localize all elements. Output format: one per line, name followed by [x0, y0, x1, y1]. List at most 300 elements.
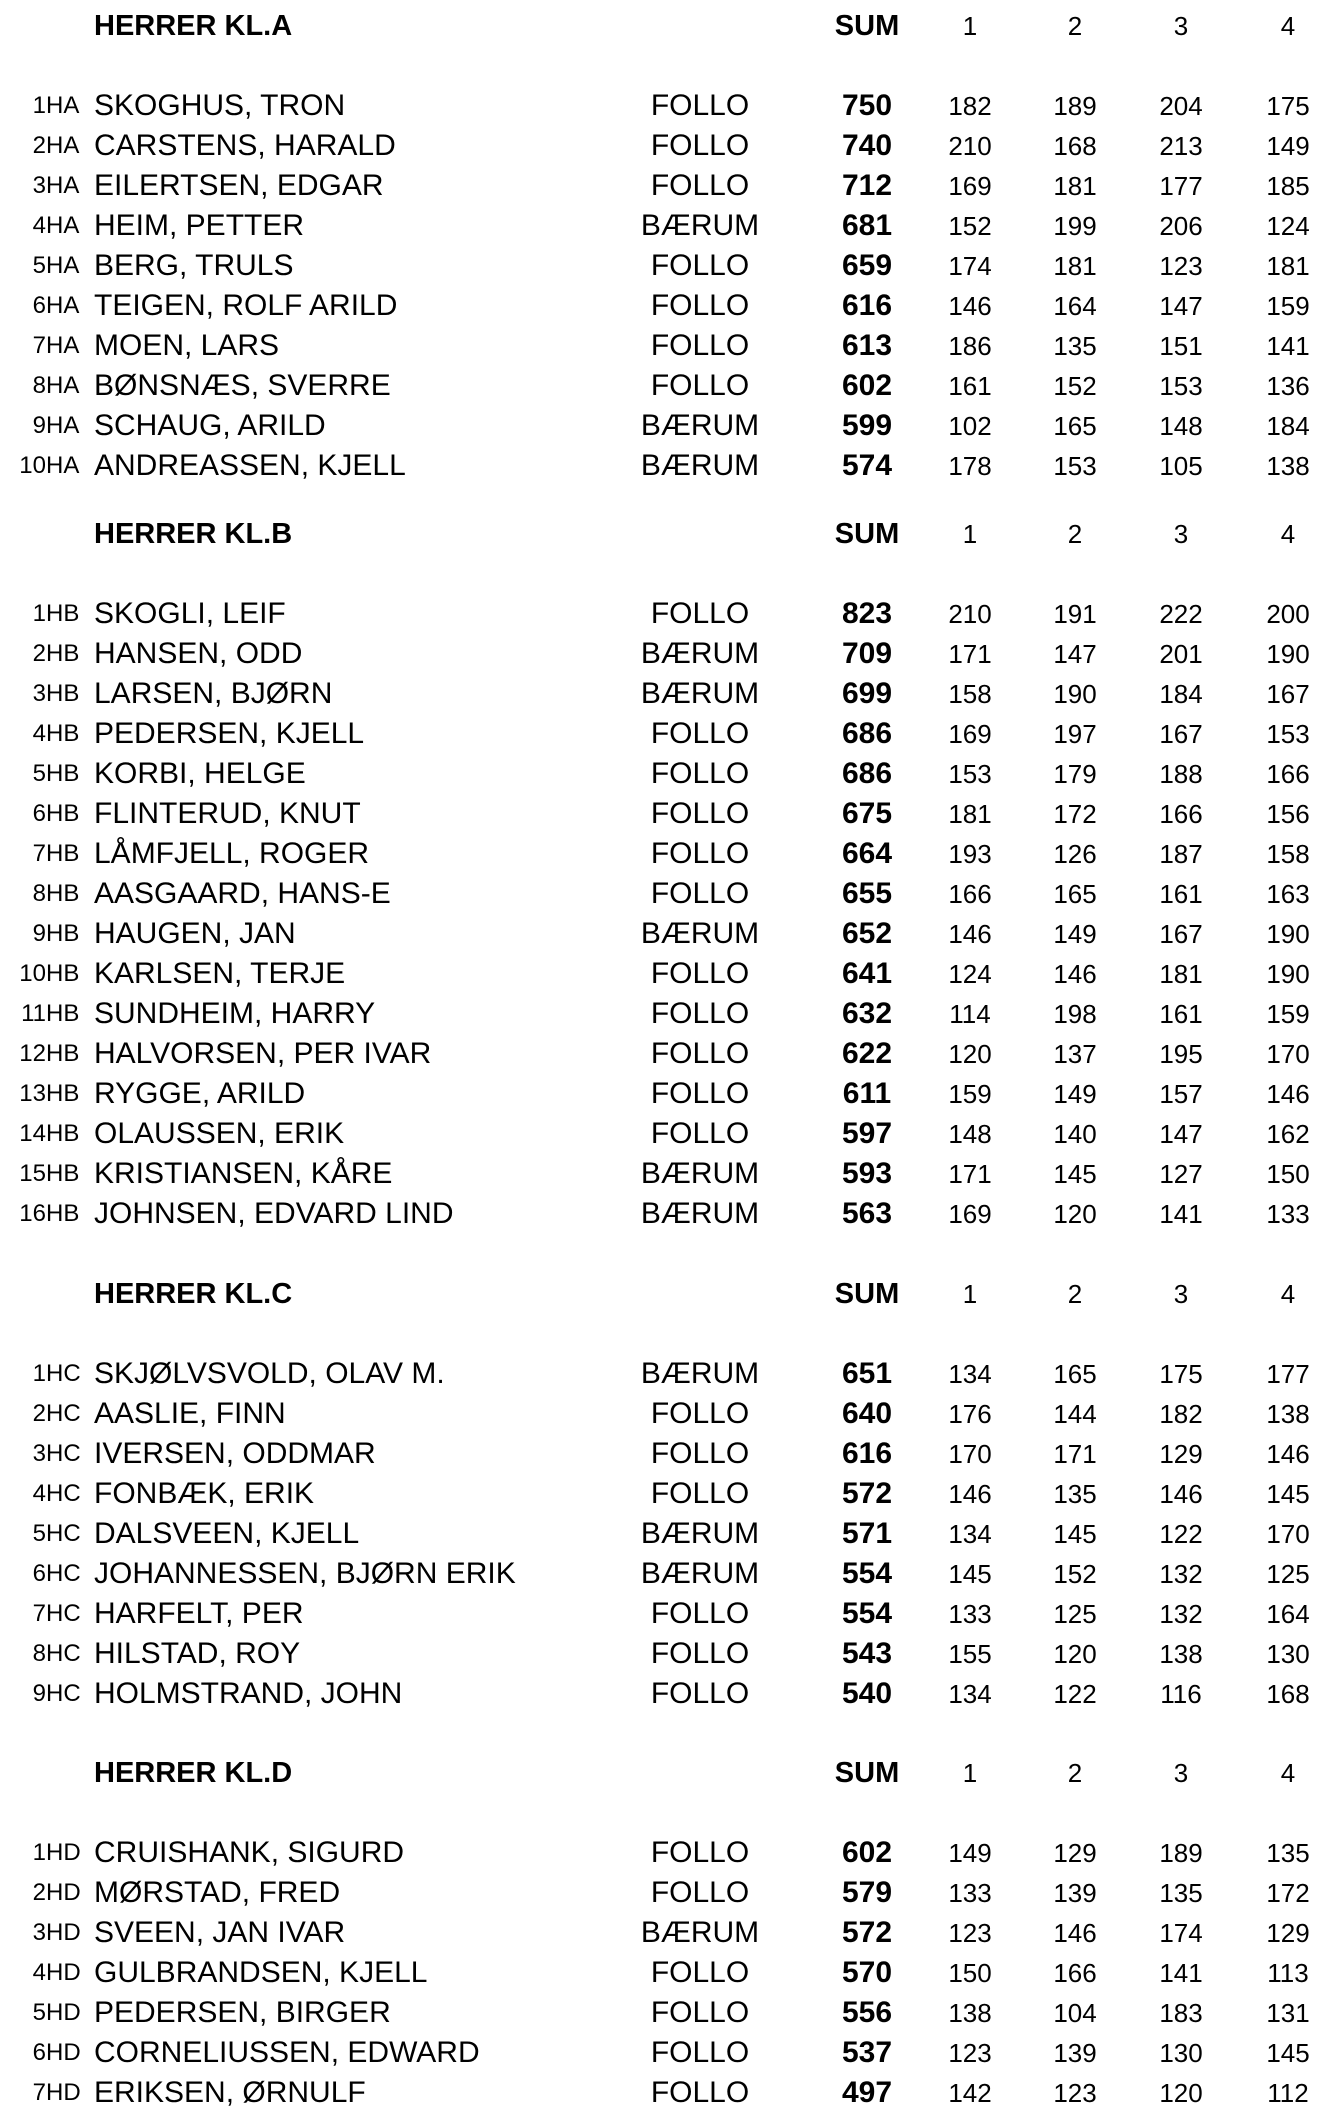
game-header-1: 1 [962, 519, 978, 549]
club-name: BÆRUM [640, 1157, 760, 1190]
result-row [0, 1394, 1322, 1434]
game-header-3: 3 [1173, 519, 1189, 549]
game-score-1: 153 [948, 759, 992, 789]
game-score-3: 153 [1159, 371, 1203, 401]
game-score-4: 158 [1266, 839, 1310, 869]
player-name: BØNSNÆS, SVERRE [94, 369, 391, 402]
game-score-4: 200 [1266, 599, 1310, 629]
game-score-4: 145 [1266, 1479, 1310, 1509]
game-score-4: 168 [1266, 1679, 1310, 1709]
player-name: JOHNSEN, EDVARD LIND [94, 1197, 454, 1230]
player-name: OLAUSSEN, ERIK [94, 1117, 345, 1150]
class-code: HB [46, 680, 80, 707]
total-score: 570 [841, 1956, 893, 1989]
player-name: KARLSEN, TERJE [94, 957, 346, 990]
rank: 10 [19, 960, 46, 987]
class-code: HD [46, 1839, 81, 1866]
club-name: BÆRUM [640, 449, 760, 482]
rank: 7 [32, 332, 46, 359]
total-score: 597 [841, 1117, 893, 1150]
result-row [0, 1953, 1322, 1993]
rank: 3 [32, 172, 46, 199]
player-name: MØRSTAD, FRED [94, 1876, 341, 1909]
rank: 12 [19, 1040, 46, 1067]
player-name: TEIGEN, ROLF ARILD [94, 289, 398, 322]
club-name: FOLLO [650, 129, 750, 162]
game-score-3: 167 [1159, 719, 1203, 749]
game-score-2: 171 [1053, 1439, 1097, 1469]
game-score-2: 168 [1053, 131, 1097, 161]
game-score-2: 172 [1053, 799, 1097, 829]
result-row [0, 126, 1322, 166]
section-header [0, 1753, 1322, 1793]
player-name: KORBI, HELGE [94, 757, 306, 790]
game-score-3: 130 [1159, 2038, 1203, 2068]
game-score-4: 175 [1266, 91, 1310, 121]
game-score-2: 181 [1053, 171, 1097, 201]
result-row [0, 246, 1322, 286]
game-score-4: 153 [1266, 719, 1310, 749]
club-name: FOLLO [650, 1836, 750, 1869]
game-score-4: 125 [1266, 1559, 1310, 1589]
game-score-2: 190 [1053, 679, 1097, 709]
rank: 6 [32, 292, 46, 319]
class-code: HC [46, 1440, 81, 1467]
game-score-2: 139 [1053, 1878, 1097, 1908]
total-score: 712 [841, 169, 893, 202]
class-code: HC [46, 1560, 81, 1587]
game-score-2: 146 [1053, 1918, 1097, 1948]
class-code: HD [46, 2079, 81, 2106]
total-score: 823 [841, 597, 893, 630]
result-row [0, 714, 1322, 754]
result-row [0, 326, 1322, 366]
rank: 5 [32, 252, 46, 279]
class-code: HB [46, 1000, 80, 1027]
club-name: BÆRUM [640, 1557, 760, 1590]
player-name: GULBRANDSEN, KJELL [94, 1956, 428, 1989]
total-score: 611 [842, 1077, 892, 1110]
player-name: HAUGEN, JAN [94, 917, 296, 950]
game-score-3: 148 [1159, 411, 1203, 441]
game-score-1: 182 [948, 91, 992, 121]
game-score-3: 195 [1159, 1039, 1203, 1069]
game-header-2: 2 [1067, 11, 1083, 41]
sum-header: SUM [834, 10, 900, 42]
game-score-2: 135 [1053, 331, 1097, 361]
game-score-4: 156 [1266, 799, 1310, 829]
game-header-3: 3 [1173, 1758, 1189, 1788]
game-score-1: 123 [948, 1918, 992, 1948]
game-score-2: 166 [1053, 1958, 1097, 1988]
game-score-4: 172 [1266, 1878, 1310, 1908]
player-name: CORNELIUSSEN, EDWARD [94, 2036, 480, 2069]
result-row [0, 1873, 1322, 1913]
total-score: 616 [841, 1437, 893, 1470]
result-row [0, 1634, 1322, 1674]
game-score-1: 158 [948, 679, 992, 709]
game-score-1: 145 [948, 1559, 992, 1589]
player-name: PEDERSEN, KJELL [94, 717, 365, 750]
result-row [0, 954, 1322, 994]
game-score-3: 189 [1159, 1838, 1203, 1868]
class-code: HC [46, 1640, 81, 1667]
club-name: FOLLO [650, 89, 750, 122]
game-score-2: 123 [1053, 2078, 1097, 2108]
game-score-1: 152 [948, 211, 992, 241]
rank: 6 [32, 2039, 46, 2066]
class-code: HA [46, 292, 80, 319]
player-name: HEIM, PETTER [94, 209, 305, 242]
game-score-1: 142 [948, 2078, 992, 2108]
game-score-3: 151 [1159, 331, 1203, 361]
game-score-1: 138 [948, 1998, 992, 2028]
rank: 2 [32, 640, 46, 667]
game-score-4: 138 [1266, 1399, 1310, 1429]
game-score-1: 133 [948, 1878, 992, 1908]
club-name: FOLLO [650, 837, 750, 870]
game-score-3: 206 [1159, 211, 1203, 241]
class-code: HB [46, 1120, 80, 1147]
club-name: FOLLO [650, 2036, 750, 2069]
total-score: 572 [841, 1477, 893, 1510]
game-score-2: 189 [1053, 91, 1097, 121]
class-code: HA [46, 452, 80, 479]
result-row [0, 1913, 1322, 1953]
game-score-4: 131 [1266, 1998, 1310, 2028]
game-score-2: 198 [1053, 999, 1097, 1029]
result-row [0, 366, 1322, 406]
game-score-2: 140 [1053, 1119, 1097, 1149]
result-row [0, 1594, 1322, 1634]
rank: 7 [32, 1600, 46, 1627]
game-score-2: 126 [1053, 839, 1097, 869]
player-name: SUNDHEIM, HARRY [94, 997, 376, 1030]
game-score-1: 134 [948, 1359, 992, 1389]
rank: 5 [32, 1520, 46, 1547]
rank: 1 [32, 92, 46, 119]
game-score-2: 165 [1053, 411, 1097, 441]
player-name: MOEN, LARS [94, 329, 280, 362]
total-score: 554 [841, 1557, 893, 1590]
club-name: FOLLO [650, 1597, 750, 1630]
club-name: BÆRUM [640, 1197, 760, 1230]
club-name: FOLLO [650, 717, 750, 750]
game-score-1: 169 [948, 1199, 992, 1229]
total-score: 750 [841, 89, 893, 122]
game-score-3: 132 [1159, 1559, 1203, 1589]
game-score-2: 120 [1053, 1639, 1097, 1669]
game-score-3: 116 [1160, 1679, 1202, 1709]
player-name: SCHAUG, ARILD [94, 409, 326, 442]
game-score-3: 183 [1159, 1998, 1203, 2028]
game-score-3: 127 [1159, 1159, 1203, 1189]
player-name: SVEEN, JAN IVAR [94, 1916, 346, 1949]
game-score-2: 137 [1053, 1039, 1097, 1069]
game-score-1: 178 [948, 451, 992, 481]
game-score-3: 174 [1159, 1918, 1203, 1948]
game-score-3: 187 [1159, 839, 1203, 869]
game-score-4: 133 [1266, 1199, 1310, 1229]
result-row [0, 674, 1322, 714]
game-score-3: 182 [1159, 1399, 1203, 1429]
total-score: 686 [841, 717, 893, 750]
result-row [0, 1434, 1322, 1474]
rank: 8 [32, 1640, 46, 1667]
game-score-1: 155 [948, 1639, 992, 1669]
game-score-2: 199 [1053, 211, 1097, 241]
player-name: AASGAARD, HANS-E [94, 877, 391, 910]
game-score-1: 134 [948, 1679, 992, 1709]
club-name: FOLLO [650, 1996, 750, 2029]
club-name: FOLLO [650, 1437, 750, 1470]
rank: 6 [32, 1560, 46, 1587]
player-name: FLINTERUD, KNUT [94, 797, 361, 830]
game-header-3: 3 [1173, 11, 1189, 41]
game-score-2: 145 [1053, 1519, 1097, 1549]
rank: 8 [32, 372, 46, 399]
player-name: IVERSEN, ODDMAR [94, 1437, 376, 1470]
game-score-1: 120 [948, 1039, 992, 1069]
game-score-1: 114 [949, 999, 991, 1029]
player-name: HARFELT, PER [94, 1597, 304, 1630]
result-row [0, 206, 1322, 246]
player-name: HILSTAD, ROY [94, 1637, 301, 1670]
class-code: HC [46, 1480, 81, 1507]
game-score-1: 134 [948, 1519, 992, 1549]
game-score-2: 165 [1053, 879, 1097, 909]
result-row [0, 1993, 1322, 2033]
rank: 10 [19, 452, 46, 479]
game-score-4: 167 [1266, 679, 1310, 709]
sum-header: SUM [834, 518, 900, 550]
game-score-4: 159 [1266, 999, 1310, 1029]
class-code: HD [46, 1919, 81, 1946]
club-name: FOLLO [650, 1637, 750, 1670]
game-score-4: 150 [1266, 1159, 1310, 1189]
rank: 2 [32, 132, 46, 159]
game-score-3: 123 [1159, 251, 1203, 281]
game-score-2: 122 [1053, 1679, 1097, 1709]
club-name: FOLLO [650, 1477, 750, 1510]
game-score-4: 146 [1266, 1439, 1310, 1469]
game-score-1: 149 [948, 1838, 992, 1868]
class-code: HC [46, 1600, 81, 1627]
club-name: FOLLO [650, 957, 750, 990]
total-score: 572 [841, 1916, 893, 1949]
game-score-3: 129 [1159, 1439, 1203, 1469]
game-score-2: 149 [1053, 1079, 1097, 1109]
game-header-2: 2 [1067, 519, 1083, 549]
game-score-2: 104 [1053, 1998, 1097, 2028]
result-row [0, 1474, 1322, 1514]
game-score-2: 135 [1053, 1479, 1097, 1509]
game-score-1: 210 [948, 599, 992, 629]
rank: 9 [32, 920, 46, 947]
class-code: HC [46, 1520, 81, 1547]
rank: 1 [32, 1360, 46, 1387]
game-score-3: 161 [1159, 879, 1203, 909]
game-score-4: 163 [1266, 879, 1310, 909]
game-score-3: 181 [1159, 959, 1203, 989]
game-score-4: 159 [1266, 291, 1310, 321]
player-name: EILERTSEN, EDGAR [94, 169, 384, 202]
club-name: FOLLO [650, 249, 750, 282]
game-score-1: 123 [948, 2038, 992, 2068]
rank: 4 [32, 212, 46, 239]
total-score: 641 [841, 957, 893, 990]
game-score-4: 113 [1267, 1958, 1309, 1988]
game-score-4: 177 [1266, 1359, 1310, 1389]
player-name: HOLMSTRAND, JOHN [94, 1677, 403, 1710]
section-header [0, 514, 1322, 554]
game-score-1: 169 [948, 171, 992, 201]
player-name: RYGGE, ARILD [94, 1077, 306, 1110]
club-name: FOLLO [650, 1037, 750, 1070]
class-code: HB [46, 880, 80, 907]
class-code: HD [46, 1959, 81, 1986]
game-score-2: 181 [1053, 251, 1097, 281]
result-row [0, 794, 1322, 834]
rank: 9 [32, 412, 46, 439]
total-score: 622 [841, 1037, 893, 1070]
club-name: FOLLO [650, 1876, 750, 1909]
rank: 5 [32, 1999, 46, 2026]
club-name: FOLLO [650, 597, 750, 630]
game-score-1: 159 [948, 1079, 992, 1109]
club-name: BÆRUM [640, 677, 760, 710]
game-header-1: 1 [962, 1758, 978, 1788]
game-score-2: 125 [1053, 1599, 1097, 1629]
game-score-1: 102 [948, 411, 992, 441]
game-score-1: 176 [948, 1399, 992, 1429]
game-score-1: 181 [948, 799, 992, 829]
rank: 7 [32, 840, 46, 867]
class-code: HD [46, 1879, 81, 1906]
class-code: HA [46, 332, 80, 359]
game-score-2: 191 [1053, 599, 1097, 629]
game-header-4: 4 [1280, 1758, 1296, 1788]
game-score-1: 174 [948, 251, 992, 281]
result-row [0, 1554, 1322, 1594]
total-score: 563 [841, 1197, 893, 1230]
club-name: FOLLO [650, 289, 750, 322]
game-score-1: 146 [948, 1479, 992, 1509]
game-score-1: 186 [948, 331, 992, 361]
result-row [0, 166, 1322, 206]
result-row [0, 1074, 1322, 1114]
rank: 3 [32, 1919, 46, 1946]
game-score-3: 222 [1159, 599, 1203, 629]
player-name: CRUISHANK, SIGURD [94, 1836, 405, 1869]
total-score: 686 [841, 757, 893, 790]
game-score-3: 122 [1159, 1519, 1203, 1549]
result-row [0, 406, 1322, 446]
game-score-1: 169 [948, 719, 992, 749]
game-score-3: 175 [1159, 1359, 1203, 1389]
class-code: HB [46, 720, 80, 747]
player-name: ERIKSEN, ØRNULF [94, 2076, 366, 2109]
result-row [0, 286, 1322, 326]
game-score-2: 152 [1053, 371, 1097, 401]
player-name: DALSVEEN, KJELL [94, 1517, 360, 1550]
class-code: HA [46, 92, 80, 119]
club-name: FOLLO [650, 1077, 750, 1110]
game-score-1: 170 [948, 1439, 992, 1469]
game-score-4: 170 [1266, 1519, 1310, 1549]
class-code: HA [46, 132, 80, 159]
game-score-1: 210 [948, 131, 992, 161]
total-score: 540 [841, 1677, 893, 1710]
club-name: FOLLO [650, 1956, 750, 1989]
game-score-2: 147 [1053, 639, 1097, 669]
class-code: HC [46, 1680, 81, 1707]
game-score-3: 120 [1159, 2078, 1203, 2108]
rank: 13 [19, 1080, 46, 1107]
game-header-2: 2 [1067, 1758, 1083, 1788]
game-score-4: 145 [1266, 2038, 1310, 2068]
game-score-1: 148 [948, 1119, 992, 1149]
game-score-4: 136 [1266, 371, 1310, 401]
game-score-2: 165 [1053, 1359, 1097, 1389]
club-name: FOLLO [650, 169, 750, 202]
section-title: HERRER KL.B [94, 518, 293, 550]
rank: 2 [32, 1879, 46, 1906]
total-score: 659 [841, 249, 893, 282]
rank: 16 [19, 1200, 46, 1227]
club-name: FOLLO [650, 997, 750, 1030]
game-score-1: 171 [948, 1159, 992, 1189]
club-name: FOLLO [650, 877, 750, 910]
class-code: HB [46, 1160, 80, 1187]
club-name: FOLLO [650, 329, 750, 362]
game-score-3: 167 [1159, 919, 1203, 949]
game-score-2: 144 [1053, 1399, 1097, 1429]
game-score-3: 201 [1159, 639, 1203, 669]
class-code: HD [46, 1999, 81, 2026]
result-row [0, 1034, 1322, 1074]
total-score: 652 [841, 917, 893, 950]
game-score-3: 138 [1159, 1639, 1203, 1669]
player-name: BERG, TRULS [94, 249, 294, 282]
club-name: BÆRUM [640, 917, 760, 950]
rank: 5 [32, 760, 46, 787]
total-score: 543 [841, 1637, 893, 1670]
game-score-1: 171 [948, 639, 992, 669]
rank: 3 [32, 1440, 46, 1467]
club-name: FOLLO [650, 2076, 750, 2109]
player-name: AASLIE, FINN [94, 1397, 286, 1430]
game-score-1: 150 [948, 1958, 992, 1988]
game-score-3: 213 [1159, 131, 1203, 161]
result-row [0, 86, 1322, 126]
total-score: 632 [841, 997, 893, 1030]
result-row [0, 594, 1322, 634]
class-code: HD [46, 2039, 81, 2066]
player-name: PEDERSEN, BIRGER [94, 1996, 391, 2029]
class-code: HB [46, 1200, 80, 1227]
game-score-1: 161 [948, 371, 992, 401]
club-name: BÆRUM [640, 1916, 760, 1949]
game-score-2: 139 [1053, 2038, 1097, 2068]
game-score-3: 177 [1159, 171, 1203, 201]
player-name: LARSEN, BJØRN [94, 677, 333, 710]
game-score-4: 138 [1266, 451, 1310, 481]
rank: 4 [32, 1480, 46, 1507]
game-score-1: 124 [948, 959, 992, 989]
club-name: FOLLO [650, 1397, 750, 1430]
total-score: 651 [841, 1357, 893, 1390]
